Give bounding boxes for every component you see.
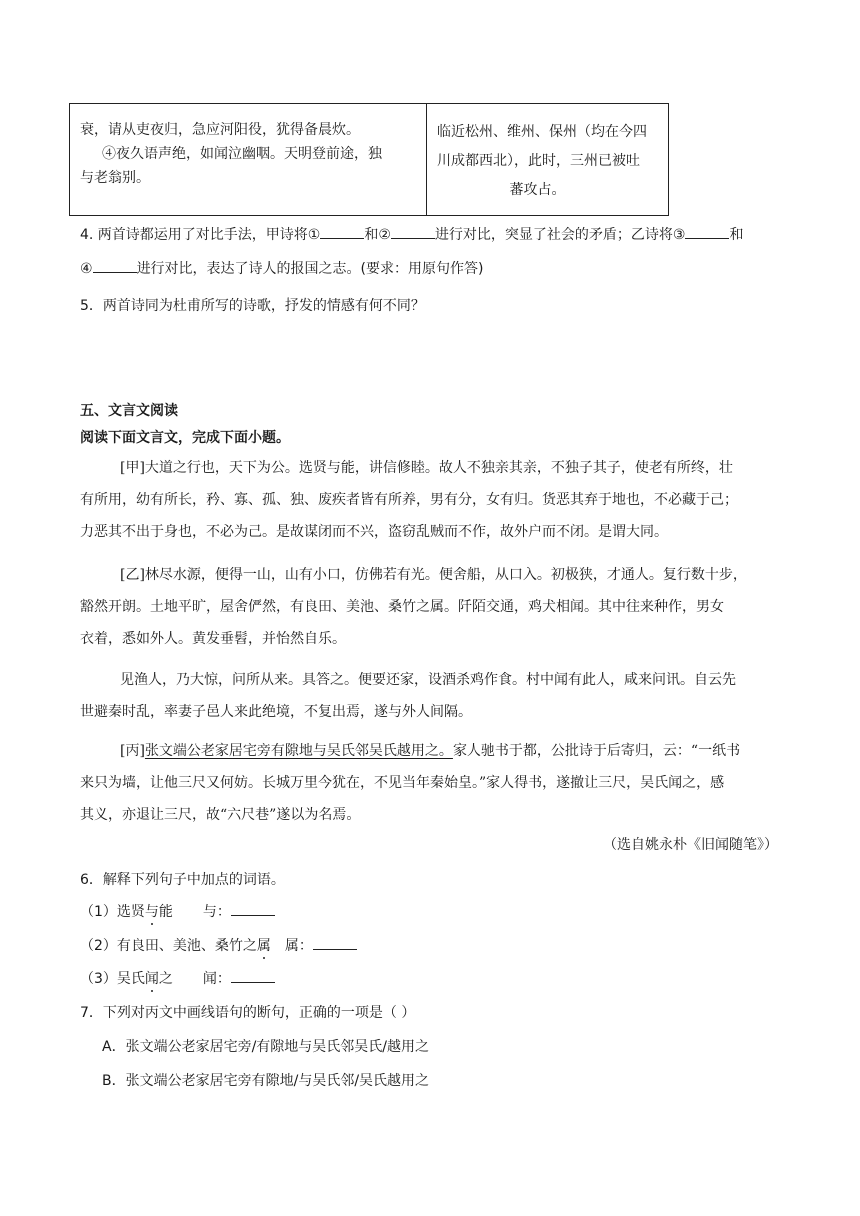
section-title: 五、文言文阅读 bbox=[80, 403, 178, 419]
source-citation: （选自姚永朴《旧闻随笔》） bbox=[603, 837, 778, 853]
question-4-line-1: 4. 两首诗都运用了对比手法，甲诗将① 和② 进行对比，突显了社会的矛盾；乙诗将③ 和 bbox=[80, 223, 743, 247]
poem-table-left-cell bbox=[70, 104, 427, 215]
question-7-option-b[interactable]: B．张文端公老家居宅旁有隙地/与吴氏邻/吴氏越用之 bbox=[102, 1073, 430, 1089]
passage-jia bbox=[80, 452, 784, 548]
question-5: 5．两首诗同为杜甫所写的诗歌，抒发的情感有何不同？ bbox=[80, 298, 425, 314]
passage-yi-line-1: [乙]林尽水源，便得一山，山有小口，仿佛若有光。便舍船，从口入。初极狭，才通人。复行数十步， bbox=[120, 567, 747, 583]
question-6-title: 6．解释下列句子中加点的词语。 bbox=[80, 872, 285, 888]
poem-table-right-cell bbox=[427, 104, 668, 215]
underlined-sentence: 张文端公老家居宅旁有隙地与吴氏邻吴氏越用之。 bbox=[144, 743, 453, 759]
passage-bing-line-1: [丙]张文端公老家居宅旁有隙地与吴氏邻吴氏越用之。家人驰书于都，公批诗于后寄归，云：“一纸书 bbox=[120, 743, 741, 759]
table-right-line-3: 蕃攻占。 bbox=[509, 182, 566, 198]
answer-blank-6-3[interactable] bbox=[231, 968, 275, 983]
passage-bing bbox=[80, 735, 784, 831]
poem-table bbox=[69, 103, 669, 216]
answer-blank-2[interactable] bbox=[391, 224, 435, 239]
answer-blank-6-2[interactable] bbox=[313, 935, 357, 950]
table-right-line-1: 临近松州、维州、保州（均在今四 bbox=[437, 124, 647, 140]
passage-yi-line-2: 豁然开朗。土地平旷，屋舍俨然，有良田、美池、桑竹之属。阡陌交通，鸡犬相闻。其中往来种作，男女 bbox=[80, 599, 724, 615]
table-left-line-2: ④夜久语声绝，如闻泣幽咽。天明登前途，独 bbox=[102, 146, 382, 162]
passage-yi-line-5: 世避秦时乱，率妻子邑人来此绝境，不复出焉，遂与外人间隔。 bbox=[80, 704, 472, 720]
passage-yi-line-3: 衣着，悉如外人。黄发垂髫，并怡然自乐。 bbox=[80, 631, 346, 647]
passage-yi-2 bbox=[80, 664, 784, 728]
question-7-title: 7．下列对丙文中画线语句的断句，正确的一项是（ ） bbox=[80, 1005, 416, 1021]
answer-blank-4[interactable] bbox=[93, 258, 137, 273]
passage-jia-line-3: 力恶其不出于身也，不必为己。是故谋闭而不兴，盗窃乱贼而不作，故外户而不闭。是谓大同。 bbox=[80, 524, 668, 540]
passage-bing-line-2: 来只为墙，让他三尺又何妨。长城万里今犹在，不见当年秦始皇。”家人得书，遂撤让三尺，吴氏闻之，感 bbox=[80, 775, 725, 791]
section-instruction: 阅读下面文言文，完成下面小题。 bbox=[80, 430, 290, 446]
question-7-option-a[interactable]: A．张文端公老家居宅旁/有隙地与吴氏邻吴氏/越用之 bbox=[102, 1039, 430, 1055]
passage-yi-1 bbox=[80, 559, 784, 655]
question-6-item-3: （3）吴氏闻之 闻： bbox=[80, 967, 275, 991]
table-left-line-1: 衰，请从吏夜归，急应河阳役，犹得备晨炊。 bbox=[80, 122, 360, 138]
answer-blank-3[interactable] bbox=[685, 224, 729, 239]
table-right-line-2: 川成都西北），此时，三州已被吐 bbox=[437, 153, 640, 169]
question-6-item-2: （2）有良田、美池、桑竹之属 属： bbox=[80, 934, 357, 958]
passage-bing-line-3: 其义，亦退让三尺，故“六尺巷”遂以为名焉。 bbox=[80, 807, 361, 823]
answer-blank-6-1[interactable] bbox=[231, 901, 275, 916]
question-6-item-1: （1）选贤与能 与： bbox=[80, 900, 275, 924]
table-left-line-3: 与老翁别。 bbox=[80, 170, 150, 186]
passage-jia-line-2: 有所用，幼有所长，矜、寡、孤、独、废疾者皆有所养，男有分，女有归。货恶其弃于地也，不必藏于己； bbox=[80, 492, 738, 508]
answer-blank-1[interactable] bbox=[320, 224, 364, 239]
passage-jia-line-1: [甲]大道之行也，天下为公。选贤与能，讲信修睦。故人不独亲其亲，不独子其子，使老有所终，壮 bbox=[120, 460, 733, 476]
question-4-line-2: ④ 进行对比，表达了诗人的报国之志。(要求：用原句作答) bbox=[80, 257, 484, 281]
passage-yi-line-4: 见渔人，乃大惊，问所从来。具答之。便要还家，设酒杀鸡作食。村中闻有此人，咸来问讯。自云先 bbox=[120, 672, 736, 688]
